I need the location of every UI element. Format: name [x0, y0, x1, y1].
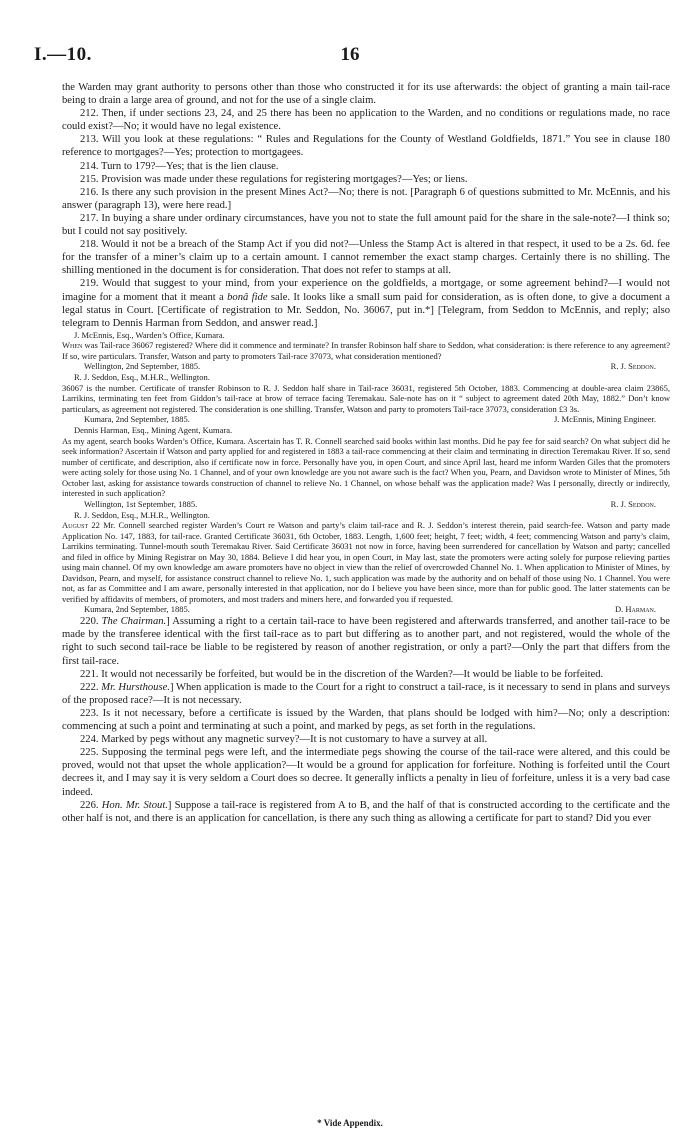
question-224: 224. Marked by pegs without any magnetic survey?—It is not customary to have a survey at all. — [80, 734, 488, 746]
speaker-name: Hon. Mr. Stout. — [101, 799, 168, 811]
telegram — [62, 510, 670, 616]
page-header — [34, 44, 666, 68]
question-222: 222. Mr. Hursthouse.] When application is made to the Court for a right to construct a tail-race, is it necessary to send in plans and surveys of the proposed race?—It is not necessary. — [62, 681, 670, 706]
telegram — [62, 425, 670, 510]
telegram-place-date: Kumara, 2nd September, 1885. — [84, 604, 190, 615]
telegram-text: August 22 Mr. Connell searched register Warden’s Court re Watson and party’s claim tail-race and R. J. Seddon’s interest therein, paid search-fee. Watson and party made Application No. 147, 1883, for tail-race. Granted Certificate 36031, 6th October, 1883. Length, 1,600 feet; height, 7 feet; width, 4 feet; commencing Watson and party’s claim, Larrikins terminating. Tunnel-mouth south Teremakau River. Said Certificate 36031 not now in force, having been surrendered for cancellation by Watson and party; cancelled and filed in office by Mining Registrar on May 30, 1884. Believe I did hear you, in open Court, in May last, state the promoters were acting solely for purpose relieving parties using main channel. Of my own knowledge am aware promoters have no object in view than the relief of overcrowded Channel No. 1. When application to Minister of Mines, by Davidson, Pearn, and myself, for assistance construct channel to relieve No. 1, such application was made by the authority and on behalf of those using No. 1 Channel. You were not, as far as Committee and I am aware, personally interested in that application, nor do I believe you have been since, more than for public good. The latter statements can be verified by affidavits of members, of promoters, and most traders and miners here, and forwarded you if requested. — [62, 520, 670, 604]
question-218: 218. Would it not be a breach of the Stamp Act if you did not?—Unless the Stamp Act is altered in that respect, it used to be a 2s. 6d. fee for the transfer of a miner’s claim up to a certain amount. I cannot remember the exact stamp charges. Certainly there is no shilling. The shilling mentioned in the document is for consideration. That does not refer to stamps at all. — [62, 239, 670, 277]
telegram-place-date: Wellington, 1st September, 1885. — [84, 498, 198, 509]
speaker-name: Mr. Hursthouse. — [101, 681, 170, 693]
question-214: 214. Turn to 179?—Yes; that is the lien clause. — [80, 160, 279, 172]
question-225: 225. Supposing the terminal pegs were left, and the intermediate pegs showing the course of the tail-race were altered, and this could be proved, would not that upset the whole application?—It would be a ground for application for forfeiture. Nothing is forfeited until the Court decrees it, and I may say it is very seldom a Court does so decree. It generally inflicts a penalty in lieu of forfeiture, unless it is a very bad case indeed. — [62, 747, 670, 798]
question-216: 216. Is there any such provision in the present Mines Act?—No; there is not. [Paragraph 6 of questions submitted to Mr. McEnnis, and his answer (paragraph 13), were here read.] — [62, 186, 670, 211]
paragraph-continuation: the Warden may grant authority to persons other than those who constructed it for its use afterwards: the object of granting a main tail-race being to drain a large area of ground, and not for the use of a single claim. — [62, 82, 670, 107]
question-226: 226. Hon. Mr. Stout.] Suppose a tail-race is registered from A to B, and the half of that is constructed according to the certificate and the other half is not, and there is an application for cancellation, is there any such thing as allowing a certificate for part to stand? Did you ever — [62, 799, 670, 824]
page-number: 16 — [340, 44, 360, 65]
telegram-signature: R. J. Seddon. — [610, 361, 656, 372]
telegram — [62, 330, 670, 373]
telegram-text: When was Tail-race 36067 registered? Where did it commence and terminate? In transfer Robinson half share to Seddon, what consideration: is there reference to any agreement? If so, wire particulars. Transfer, Watson and party to promoters Tail-race 37073, what consideration mentioned? — [62, 340, 670, 361]
telegram-text: 36067 is the number. Certificate of transfer Robinson to R. J. Seddon half share in Tail-race 36031, registered 5th October, 1883. Commencing at double-area claim 23865, Larrikins, terminating ten feet from Giddon’s tail-race at brow of terrace facing Teremakau. Sale-note has on it “ subject to agreement dated 20th May, 1882.” Don’t know particulars, as agreement not registered. The consideration is one shilling. Transfer, Watson and party to promoters Tail-race 37073, consideration £3 3s. — [62, 382, 670, 414]
telegram-signature: J. McEnnis, Mining Engineer. — [554, 414, 656, 425]
telegram-place-date: Kumara, 2nd September, 1885. — [84, 414, 190, 425]
report-id: I.—10. — [34, 44, 92, 65]
telegram-signature-line — [62, 604, 670, 615]
speaker-name: The Chairman. — [101, 616, 167, 628]
question-213: 213. Will you look at these regulations: “ Rules and Regulations for the County of Westland Goldfields, 1871.” You see in clause 180 reference to mortgages?—Yes; protection to mortgagees. — [62, 134, 670, 159]
telegram-signature-line — [62, 361, 670, 372]
question-219: 219. Would that suggest to your mind, from your experience on the goldfields, a mortgage, or some agreement behind?—I would not imagine for a moment that it meant a bonâ fide sale. It looks like a small sum paid for consideration, as is often done, to give a document a legal status in Court. [Certificate of registration to Mr. Seddon, No. 36067, put in.*] [Telegram, from Seddon to McEnnis, and reply; also telegram to Dennis Harman from Seddon, and answer read.] — [62, 278, 670, 329]
footnote: * Vide Appendix. — [317, 1118, 383, 1128]
telegram-text: As my agent, search books Warden’s Office, Kumara. Ascertain has T. R. Connell searched said books within last months. Did he pay fee for said search? On what subject did he seek information? Ascertain if Watson and party applied for and registered in 1883 a tail-race commencing at their claim and terminating in direction Teremakau River. If so, send number of certificate, and description, also if certificate now in force. Personally have you, in open Court, and since April last, heard me inform Warden Giles that the promoters were acting solely for those using No. 1 Channel, and of your own knowledge are you not aware such is the fact? When you, Pearn, and Davidson wrote to Minister of Mines, 5th October last, asking for assistance towards construction of channel to relieve No. 1 Channel, on whose behalf was the application made? Was I personally, directly or indirectly, interested in such application? — [62, 435, 670, 499]
question-223: 223. Is it not necessary, before a certificate is issued by the Warden, that plans should be lodged with him?—No; only a description: commencing at such a point and terminating at such a point, and marked by pegs, as set forth in the regulations. — [62, 707, 670, 733]
telegram-signature-line — [62, 414, 670, 425]
question-220: 220. The Chairman.] Assuming a right to a certain tail-race to have been registered and afterwards transferred, and another tail-race to be made by the transferee identical with the first tail-race as to part but differing as to another part, and not registered, would the whole of the right to such second tail-race be liable to be registered by reason of another registration, or only a part?—Only the part that differs from the first tail-race. — [62, 616, 670, 667]
question-221: 221. It would not necessarily be forfeited, but would be in the discretion of the Warden?—It would be liable to be forfeited. — [80, 668, 604, 680]
telegram-signature: R. J. Seddon. — [610, 498, 656, 509]
telegram-address: R. J. Seddon, Esq., M.H.R., Wellington. — [74, 509, 210, 520]
telegram-address: R. J. Seddon, Esq., M.H.R., Wellington. — [74, 372, 210, 383]
telegram-signature-line — [62, 499, 670, 510]
document-body — [62, 81, 670, 825]
telegram-address: Dennis Harman, Esq., Mining Agent, Kumara. — [74, 425, 233, 436]
italic-phrase: bonâ fide — [227, 291, 268, 303]
telegram-address: J. McEnnis, Esq., Warden’s Office, Kumara. — [74, 329, 225, 340]
question-215: 215. Provision was made under these regulations for registering mortgages?—Yes; or liens. — [80, 173, 468, 185]
telegram — [62, 372, 670, 425]
question-217: 217. In buying a share under ordinary circumstances, have you not to state the full amount paid for the share in the sale-note?—I think so; but I could not say positively. — [62, 212, 670, 238]
question-212: 212. Then, if under sections 23, 24, and 25 there has been no application to the Warden, and no conditions or regulations made, no race could exist?—No; it would have no legal existence. — [62, 108, 670, 133]
telegram-signature: D. Harman. — [615, 604, 656, 615]
telegram-place-date: Wellington, 2nd September, 1885. — [84, 361, 201, 372]
